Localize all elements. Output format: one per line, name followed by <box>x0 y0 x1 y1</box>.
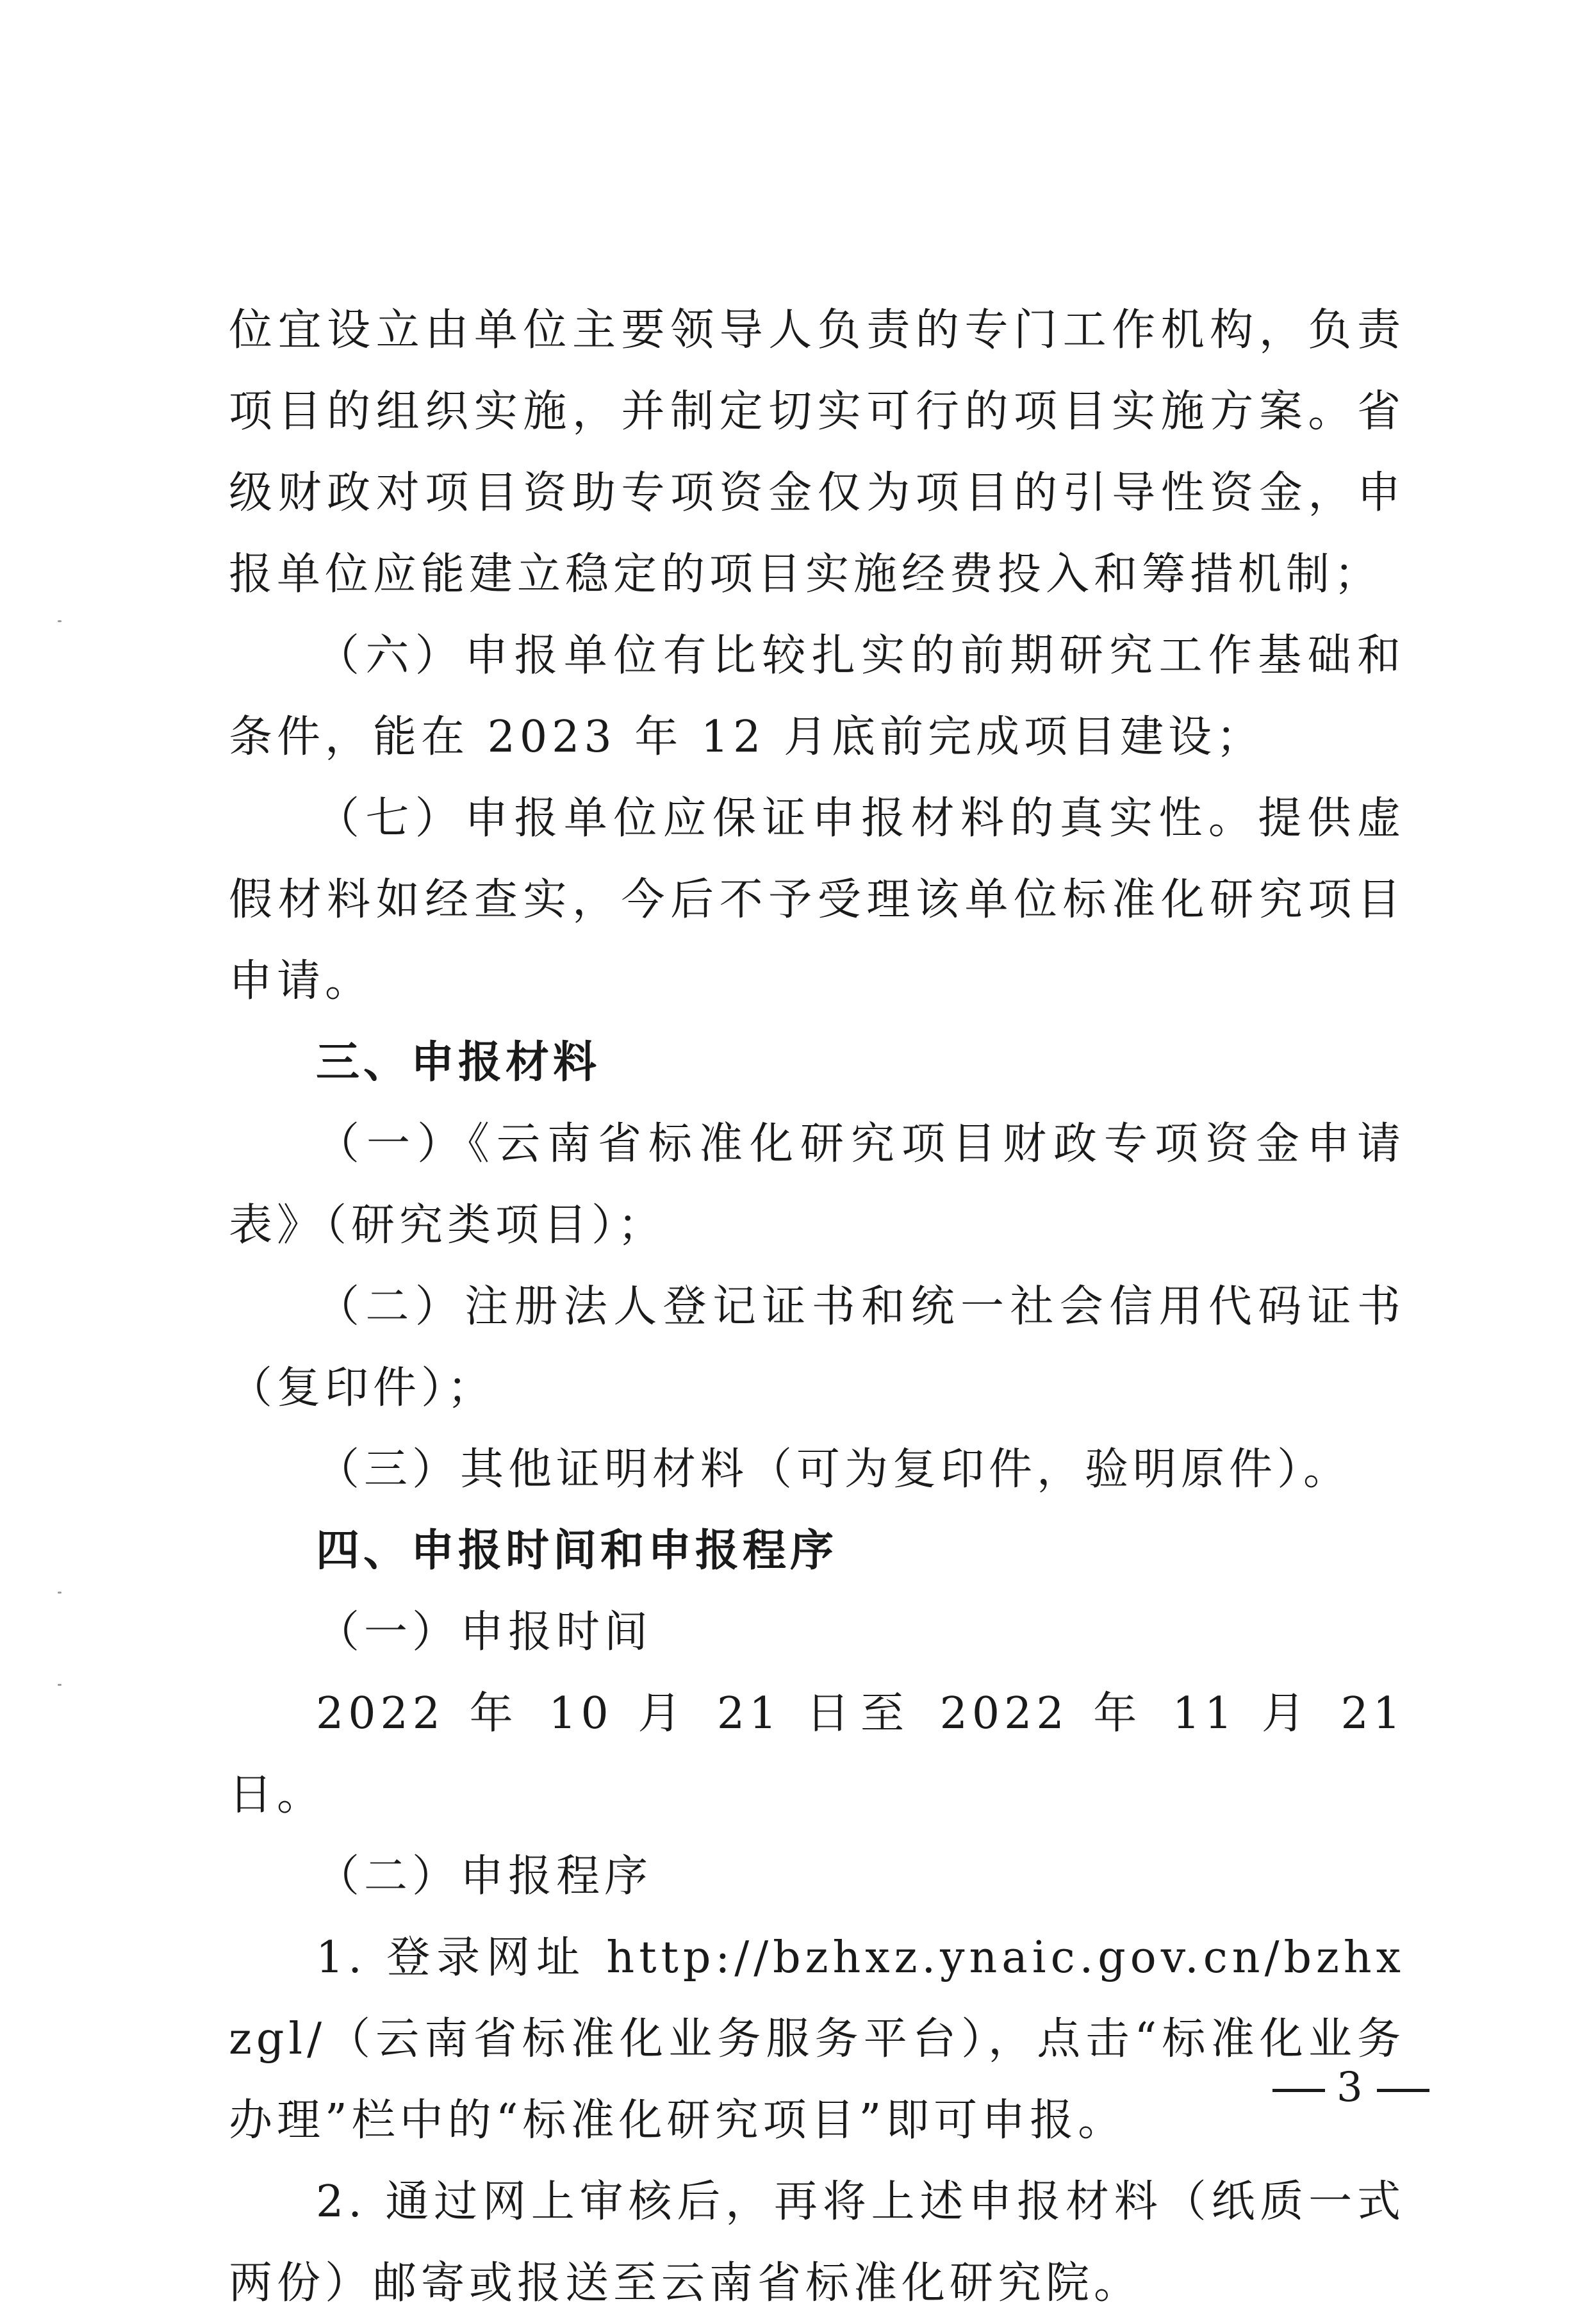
paragraph-procedure-step-2: 2. 通过网上审核后，再将上述申报材料（纸质一式两份）邮寄或报送至云南省标准化研究院。 <box>229 2177 1405 2309</box>
paragraph-4: （一）《云南省标准化研究项目财政专项资金申请表》（研究类项目）； <box>229 1119 1405 1251</box>
paragraph-5: （二）注册法人登记证书和统一社会信用代码证书（复印件）； <box>229 1281 1405 1413</box>
paragraph-6: （三）其他证明材料（可为复印件，验明原件）。 <box>316 1444 1352 1495</box>
document-body <box>229 290 1405 2324</box>
section-heading-3: 三、申报材料 <box>316 1037 601 1088</box>
paragraph-submission-dates: 2022 年 10 月 21 日至 2022 年 11 月 21 日。 <box>229 1688 1405 1820</box>
paragraph-procedure-step-1: 1. 登录网址 http://bzhxz.ynaic.gov.cn/bzhxzgl/（云南省标准化业务服务平台），点击“标准化业务办理”栏中的“标准化研究项目”即可申报。 <box>229 1933 1405 2146</box>
scan-speck <box>58 1592 62 1594</box>
section-heading-4: 四、申报时间和申报程序 <box>316 1526 838 1576</box>
scan-speck <box>58 1684 62 1686</box>
paragraph-2: （六）申报单位有比较扎实的前期研究工作基础和条件，能在 2023 年 12 月底前完成项目建设； <box>229 630 1405 762</box>
page-number-left-dash <box>1272 2089 1325 2092</box>
page-number-right-dash <box>1377 2089 1429 2092</box>
page-number-value: 3 <box>1337 2064 1365 2111</box>
scan-speck <box>58 620 62 622</box>
subheading-submission-procedure: （二）申报程序 <box>316 1851 653 1902</box>
page-number <box>1261 2062 1441 2113</box>
subheading-submission-time: （一）申报时间 <box>316 1607 653 1658</box>
paragraph-3: （七）申报单位应保证申报材料的真实性。提供虚假材料如经查实，今后不予受理该单位标准化研究项目申请。 <box>229 793 1405 1007</box>
paragraph-1: 位宜设立由单位主要领导人负责的专门工作机构，负责项目的组织实施，并制定切实可行的项目实施方案。省级财政对项目资助专项资金仅为项目的引导性资金，申报单位应能建立稳定的项目实施经费投入和筹措机制； <box>229 305 1405 600</box>
